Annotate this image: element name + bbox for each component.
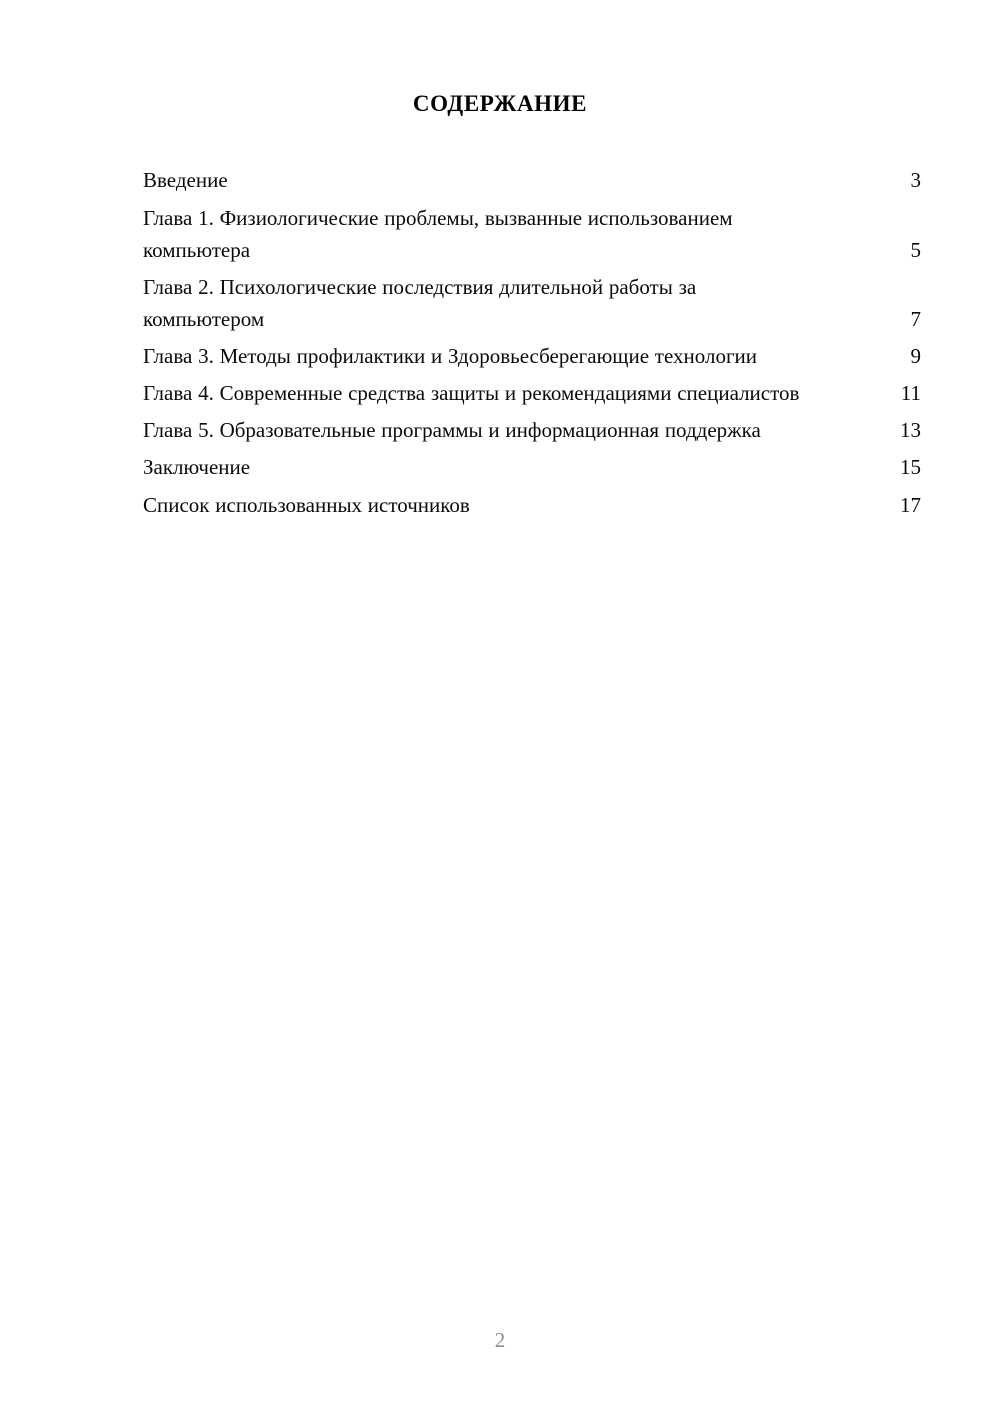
toc-entry[interactable] bbox=[143, 340, 921, 372]
toc-entry-title: Глава 5. Образовательные программы и информационная поддержка bbox=[143, 418, 761, 442]
toc-entry-title: Заключение bbox=[143, 455, 251, 479]
toc-entry-page: 13 bbox=[900, 418, 921, 442]
toc-entry-page: 11 bbox=[900, 381, 921, 405]
toc-entry-page: 15 bbox=[900, 455, 921, 479]
toc-entry[interactable] bbox=[143, 202, 921, 266]
page-title: СОДЕРЖАНИЕ bbox=[412, 91, 588, 116]
toc-entry-page: 7 bbox=[910, 307, 921, 331]
footer-page-number: 2 bbox=[494, 1328, 506, 1352]
toc-entry-page: 17 bbox=[900, 493, 921, 517]
toc-entry[interactable] bbox=[143, 414, 921, 446]
toc-entry-page: 5 bbox=[910, 238, 921, 262]
table-of-contents bbox=[143, 164, 921, 527]
toc-entry-title: Глава 3. Методы профилактики и Здоровьесберегающие технологии bbox=[143, 344, 758, 368]
toc-entry-page: 3 bbox=[910, 168, 921, 192]
toc-entry[interactable] bbox=[143, 451, 921, 483]
toc-entry[interactable] bbox=[143, 377, 921, 409]
toc-entry-title: Глава 1. Физиологические проблемы, вызванные использованием компьютера bbox=[143, 206, 733, 262]
toc-entry-title: Введение bbox=[143, 168, 228, 192]
toc-entry[interactable] bbox=[143, 164, 921, 196]
toc-entry[interactable] bbox=[143, 271, 921, 335]
toc-entry-page: 9 bbox=[910, 344, 921, 368]
toc-entry-title: Глава 4. Современные средства защиты и рекомендациями специалистов bbox=[143, 381, 800, 405]
toc-entry-title: Глава 2. Психологические последствия длительной работы за компьютером bbox=[143, 275, 697, 331]
toc-entry-title: Список использованных источников bbox=[143, 493, 470, 517]
toc-entry[interactable] bbox=[143, 489, 921, 521]
